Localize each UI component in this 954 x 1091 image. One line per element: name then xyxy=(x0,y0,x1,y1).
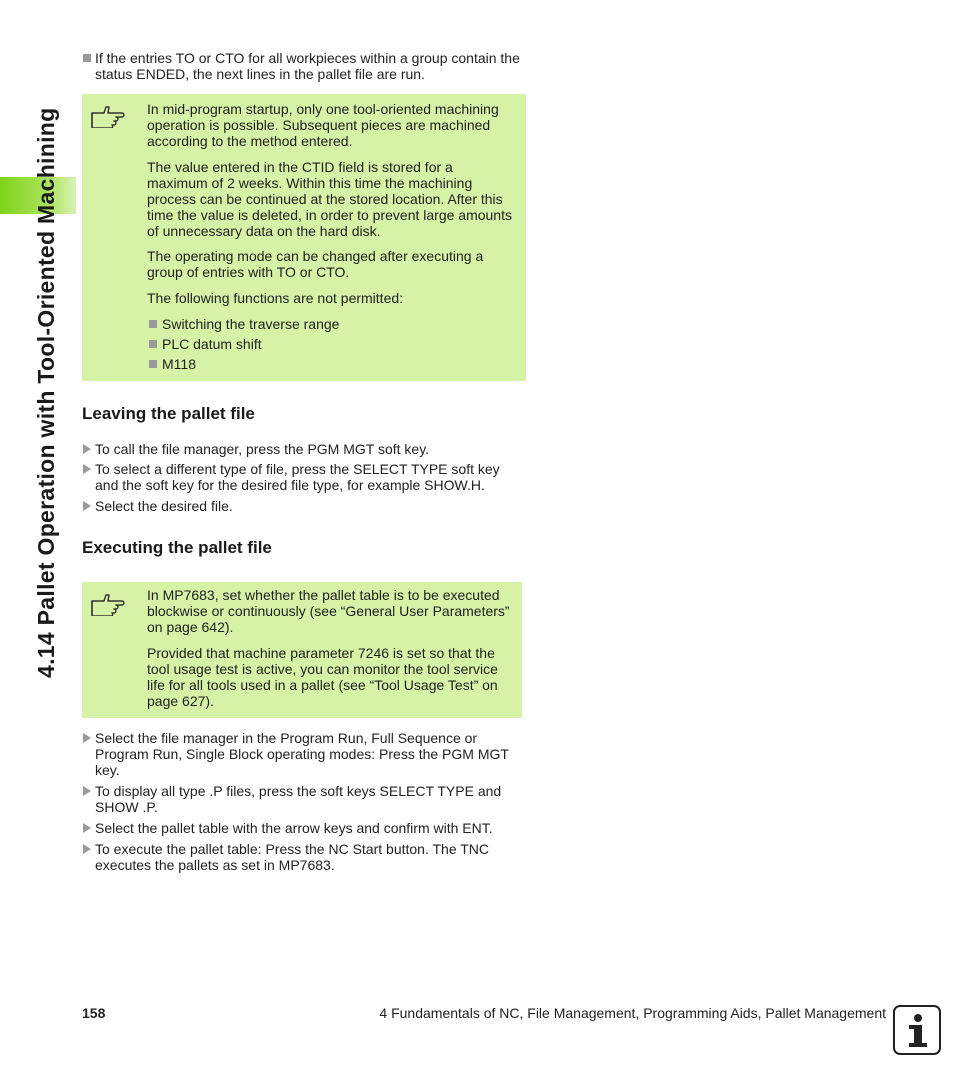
triangle-bullet-icon xyxy=(83,444,91,454)
note-paragraph: The operating mode can be changed after executing a group of entries with TO or CTO. xyxy=(147,248,484,280)
triangle-bullet-icon xyxy=(83,786,91,796)
triangle-bullet-icon xyxy=(83,823,91,833)
intro-bullet: If the entries TO or CTO for all workpieces within a group contain the status ENDED, the next lines in the pallet file are run. xyxy=(82,50,535,82)
pointing-hand-icon xyxy=(90,104,126,128)
step-item: To call the file manager, press the PGM MGT soft key. xyxy=(82,441,535,457)
note-paragraph: The following functions are not permitted: xyxy=(147,290,404,306)
step-item: To display all type .P files, press the soft keys SELECT TYPE and SHOW .P. xyxy=(82,783,527,815)
step-item: To execute the pallet table: Press the NC Start button. The TNC executes the pallets as set in MP7683. xyxy=(82,841,520,873)
not-permitted-item: PLC datum shift xyxy=(148,336,262,352)
triangle-bullet-icon xyxy=(83,464,91,474)
step-item: Select the pallet table with the arrow keys and confirm with ENT. xyxy=(82,820,535,836)
note-box-1 xyxy=(82,94,526,381)
not-permitted-item: Switching the traverse range xyxy=(148,316,339,332)
heading-executing-pallet-file: Executing the pallet file xyxy=(82,538,272,557)
square-bullet-icon xyxy=(149,340,157,348)
info-icon xyxy=(893,1005,941,1055)
step-item: To select a different type of file, press the SELECT TYPE soft key and the soft key for the desired file type, for example SHOW.H. xyxy=(82,461,525,493)
info-glyph-icon xyxy=(895,1007,939,1053)
footer-chapter-text: 4 Fundamentals of NC, File Management, Programming Aids, Pallet Management xyxy=(379,1005,886,1021)
square-bullet-icon xyxy=(83,54,91,62)
note-paragraph: Provided that machine parameter 7246 is set so that the tool usage test is active, you can monitor the tool service life for all tools used in a pallet (see “Tool Usage Test” on page 627). xyxy=(147,645,498,709)
note-box-2 xyxy=(82,582,522,718)
triangle-bullet-icon xyxy=(83,844,91,854)
step-item: Select the file manager in the Program Run, Full Sequence or Program Run, Single Block operating modes: Press the PGM MGT key. xyxy=(82,730,527,778)
page-number: 158 xyxy=(82,1005,106,1021)
note-paragraph: In MP7683, set whether the pallet table is to be executed blockwise or continuously (see “General User Parameters” on page 642). xyxy=(147,587,510,635)
note-paragraph: In mid-program startup, only one tool-oriented machining operation is possible. Subsequent pieces are machined according to the method entered. xyxy=(147,101,499,149)
square-bullet-icon xyxy=(149,320,157,328)
square-bullet-icon xyxy=(149,360,157,368)
pointing-hand-icon xyxy=(90,592,126,616)
triangle-bullet-icon xyxy=(83,501,91,511)
not-permitted-item: M118 xyxy=(148,356,196,372)
step-item: Select the desired file. xyxy=(82,498,535,514)
triangle-bullet-icon xyxy=(83,733,91,743)
chapter-side-title: 4.14 Pallet Operation with Tool-Oriented Machining xyxy=(33,107,59,678)
heading-leaving-pallet-file: Leaving the pallet file xyxy=(82,404,255,423)
note-paragraph: The value entered in the CTID field is stored for a maximum of 2 weeks. Within this time the machining process can be continued at the stored location. After this time the value is deleted, in order to prevent large amounts of unnecessary data on the hard disk. xyxy=(147,159,512,239)
